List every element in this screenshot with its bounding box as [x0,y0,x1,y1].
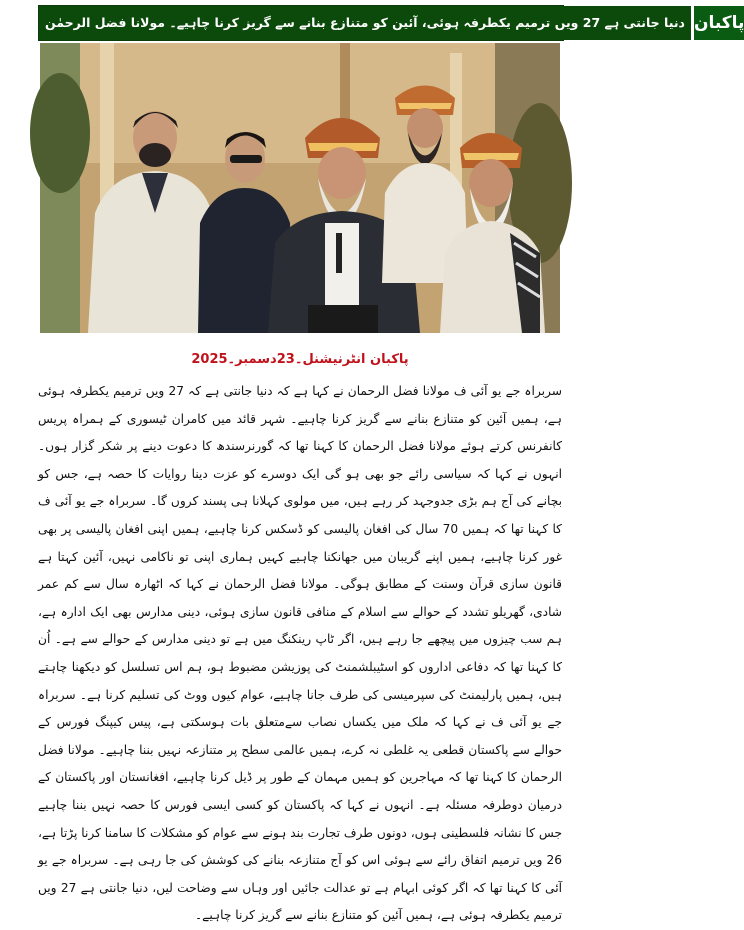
news-photo [40,43,560,333]
brand-logo: پاکبان [691,6,744,40]
headline: دنیا جانتی ہے 27 ویں ترمیم یکطرفہ ہوئی، آئین کو متنازع بنانے سے گریز کرنا چاہیے۔ مولانا فضل الرحمٰن [39,6,691,40]
article-paragraph: سربراہ جے یو آئی ف مولانا فضل الرحمان نے کہا ہے کہ دنیا جانتی ہے کہ 27 ویں ترمیم یکطرفہ ہوئی ہے، ہمیں آئین کو متنازع بنانے سے گریز کرنا چاہیے۔ شہر قائد میں کامران ٹیسوری کے ہمراہ پریس کانفرنس کرتے ہوئے مولانا فضل الرحمان کا کہنا تھا کہ گورنرسندھ کا دعوت دینے پر شکر گزار ہوں۔ انہوں نے کہا کہ سیاسی رائے جو بھی ہو گی ایک دوسرے کو عزت دینا روایات کا حصہ ہے، جس کو بچانے کی آج ہم بڑی جدوجہد کر رہے ہیں، میں مولوی کہلانا ہی پسند کروں گا۔ سربراہ جے یو آئی ف کا کہنا تھا کہ ہمیں 70 سال کی افغان پالیسی کو ڈسکس کرنا چاہیے، ہمیں اپنی افغان پالیسی پر بھی غور کرنا چاہیے، ہمیں اپنے گریبان میں جھانکنا چاہیے کہیں ہماری اپنی تو ناکامی نہیں، آئین کہتا ہے قانون سازی قرآن وسنت کے مطابق ہوگی۔ مولانا فضل الرحمان نے کہا کہ اٹھارہ سال سے کم عمر شادی، گھریلو تشدد کے حوالے سے اسلام کے منافی قانون سازی ہوئی، دینی مدارس بھی ایک ادارہ ہے، ہم سب چیزوں میں پیچھے جا رہے ہیں، اگر ٹاپ رینکنگ میں ہے تو دینی مدارس کے حوالے سے ہے۔ اُن کا کہنا تھا کہ دفاعی اداروں کو اسٹیبلشمنٹ کی پوزیشن مضبوط ہو، ہم اس تسلسل کو دیکھنا چاہتے ہیں، ہمیں پارلیمنٹ کی سپرمیسی کی طرف جانا چاہیے، عوام کیوں ووٹ کی تسلیم کرنا ہے۔ سربراہ جے یو آئی ف نے کہا کہ ملک میں یکساں نصاب سےمتعلق بات ہوسکتی ہے، پیس کیپنگ فورس کے حوالے سے پاکستان قطعی یہ غلطی نہ کرے، ہمیں عالمی سطح پر متنازعہ نہیں بننا چاہیے۔ مولانا فضل الرحمان کا کہنا تھا کہ مہاجرین کو ہمیں مہمان کے طور پر ڈیل کرنا چاہیے، افغانستان اور پاکستان کے درمیان دوطرفہ مسئلہ ہے۔ انہوں نے کہا کہ پاکستان کو کسی ایسی فورس کا حصہ نہیں بننا چاہیے جس کا نشانہ فلسطینی ہوں، دونوں طرف تجارت بند ہونے سے عوام کو مشکلات کا سامنا کرنا پڑتا ہے، 26 ویں ترمیم اتفاق رائے سے ہوئی اس کو آج متنازعہ بنانے کی کوشش کی جا رہی ہے۔ سربراہ جے یو آئی کا کہنا تھا کہ اگر کوئی ابہام ہے تو عدالت جائیں اور وہاں سے وضاحت لیں، دنیا جانتی ہے 27 ویں ترمیم یکطرفہ ہوئی ہے، ہمیں آئین کو متنازع بنانے سے گریز کرنا چاہیے۔ [38,384,562,923]
dateline: پاکبان انٹرنیشنل۔23دسمبر۔2025 [191,352,409,367]
header-bar [38,5,744,41]
article-body [38,378,562,923]
